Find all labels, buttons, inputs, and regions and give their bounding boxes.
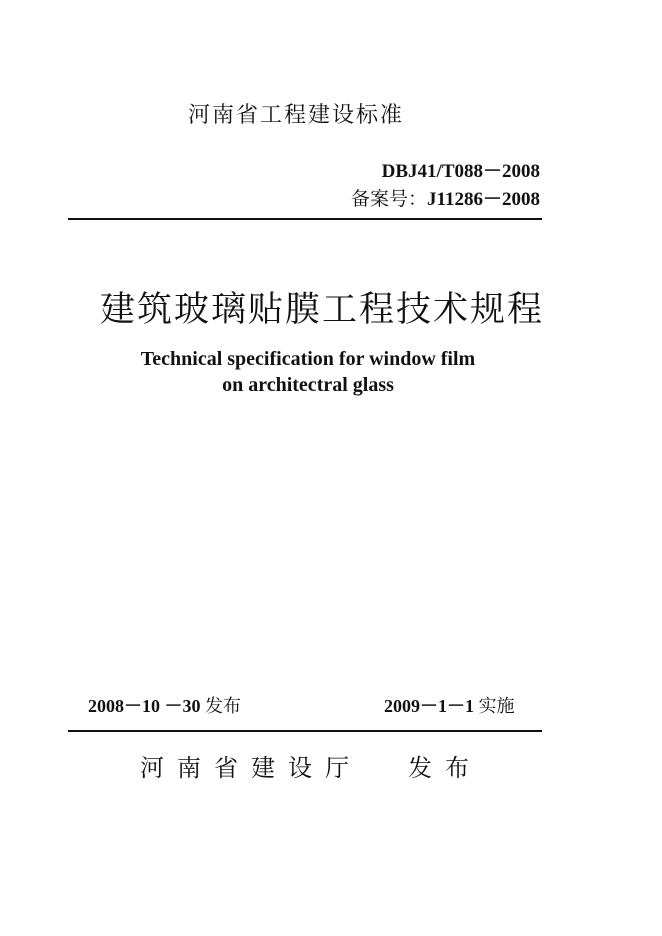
effective-date-label: 实施: [478, 696, 515, 717]
issue-date-label: 发布: [205, 696, 241, 717]
bottom-divider: [68, 730, 542, 732]
standard-code: DBJ41/T088－2008: [381, 161, 540, 182]
effective-date: [384, 692, 515, 718]
document-title-chinese: 建筑玻璃贴膜工程技术规程: [100, 290, 545, 330]
issue-date-value: 2008－10 －30: [88, 696, 201, 716]
english-title-line-2: on architectral glass: [222, 374, 394, 396]
document-title-english: [88, 346, 528, 398]
issue-date: [88, 692, 241, 718]
publisher-name: 河南省建设厅: [140, 754, 362, 782]
effective-date-value: 2009－1－1: [384, 696, 474, 716]
publish-label: 发布: [408, 754, 482, 782]
standard-series-title: 河南省工程建设标准: [188, 103, 405, 128]
english-title-line-1: Technical specification for window film: [140, 348, 476, 370]
record-number: [351, 184, 540, 211]
record-number-label: 备案号：: [351, 188, 428, 210]
record-number-value: J11286－2008: [427, 189, 540, 210]
top-divider: [68, 218, 542, 220]
